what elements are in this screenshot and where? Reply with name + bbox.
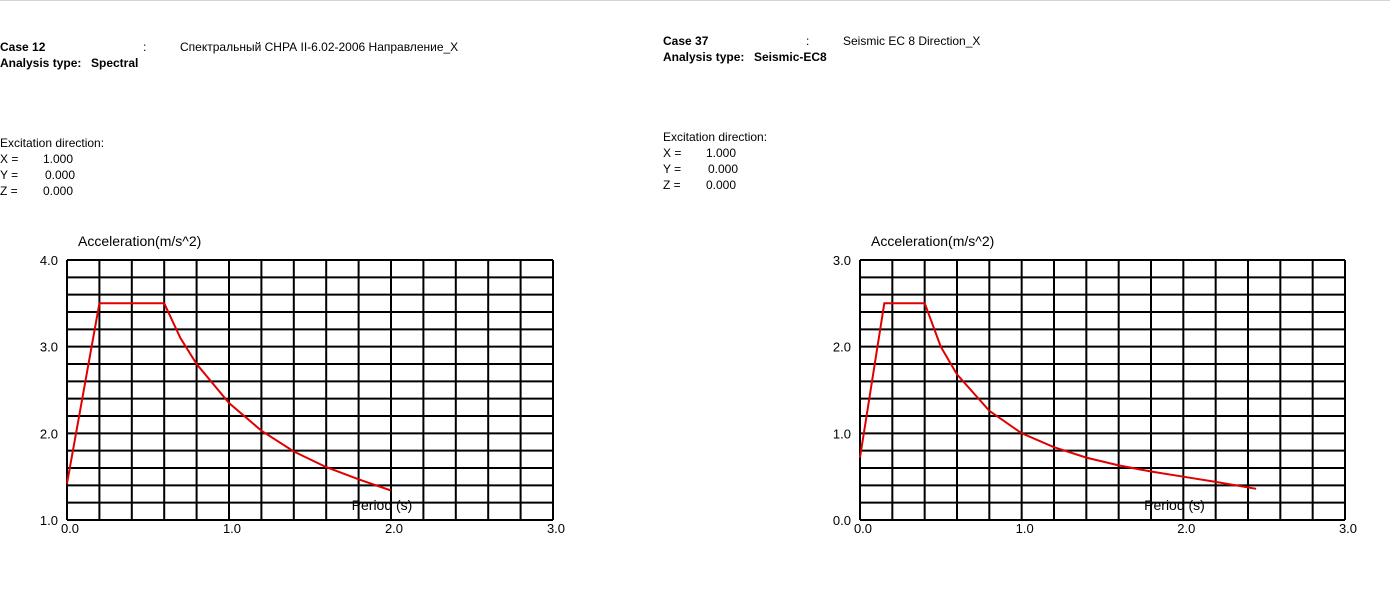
y-tick-label: 0.0	[832, 513, 851, 528]
chart-grid	[67, 260, 553, 520]
y-tick-label: 1.0	[832, 426, 851, 442]
excitation-y-label: Y =	[663, 162, 682, 176]
case-colon: :	[806, 34, 810, 48]
excitation-z-value: 0.000	[706, 178, 737, 192]
x-tick-label: 3.0	[546, 521, 566, 536]
x-axis-label: Period (s)	[351, 497, 413, 513]
excitation-title: Excitation direction:	[0, 136, 105, 150]
excitation-x-value: 1.000	[43, 152, 74, 166]
y-axis-label: Acceleration(m/s^2)	[871, 233, 995, 249]
case-label: Case 37	[663, 34, 709, 48]
spectrum-series-line	[860, 303, 1256, 489]
response-spectrum-chart-case-12	[40, 233, 565, 536]
y-tick-label: 4.0	[39, 253, 58, 268]
y-tick-label: 3.0	[39, 339, 58, 355]
case-name: Спектральный СНРА II-6.02-2006 Направление_X	[180, 40, 459, 54]
x-tick-label: 1.0	[222, 521, 242, 536]
excitation-z-value: 0.000	[43, 184, 74, 198]
analysis-type-label: Analysis type:	[663, 50, 745, 64]
y-tick-label: 3.0	[832, 253, 851, 268]
analysis-type-label: Analysis type:	[0, 56, 82, 70]
x-tick-label: 2.0	[1177, 521, 1196, 536]
excitation-title: Excitation direction:	[663, 130, 768, 144]
y-tick-label: 2.0	[39, 426, 58, 442]
chart-grid	[860, 260, 1345, 520]
case-colon: :	[143, 40, 147, 54]
y-tick-label: 1.0	[39, 513, 58, 528]
x-tick-label: 3.0	[1338, 521, 1358, 536]
y-axis-label: Acceleration(m/s^2)	[78, 233, 202, 249]
excitation-x-label: X =	[0, 152, 19, 166]
excitation-z-label: Z =	[0, 184, 18, 198]
analysis-type-value: Spectral	[91, 56, 139, 70]
x-tick-label: 2.0	[384, 521, 404, 536]
excitation-x-label: X =	[663, 146, 682, 160]
excitation-z-label: Z =	[663, 178, 681, 192]
x-tick-label: 0.0	[60, 521, 80, 536]
excitation-y-label: Y =	[0, 168, 19, 182]
case-label: Case 12	[0, 40, 46, 54]
analysis-type-value: Seismic-EC8	[754, 50, 827, 64]
y-tick-label: 2.0	[832, 339, 851, 355]
excitation-y-value: 0.000	[45, 168, 76, 182]
response-spectrum-chart-case-37	[833, 233, 1357, 536]
excitation-x-value: 1.000	[706, 146, 737, 160]
excitation-y-value: 0.000	[708, 162, 739, 176]
x-tick-label: 1.0	[1015, 521, 1034, 536]
x-tick-label: 0.0	[853, 521, 873, 536]
case-name: Seismic EC 8 Direction_X	[843, 34, 981, 48]
x-axis-label: Period (s)	[1144, 497, 1205, 513]
